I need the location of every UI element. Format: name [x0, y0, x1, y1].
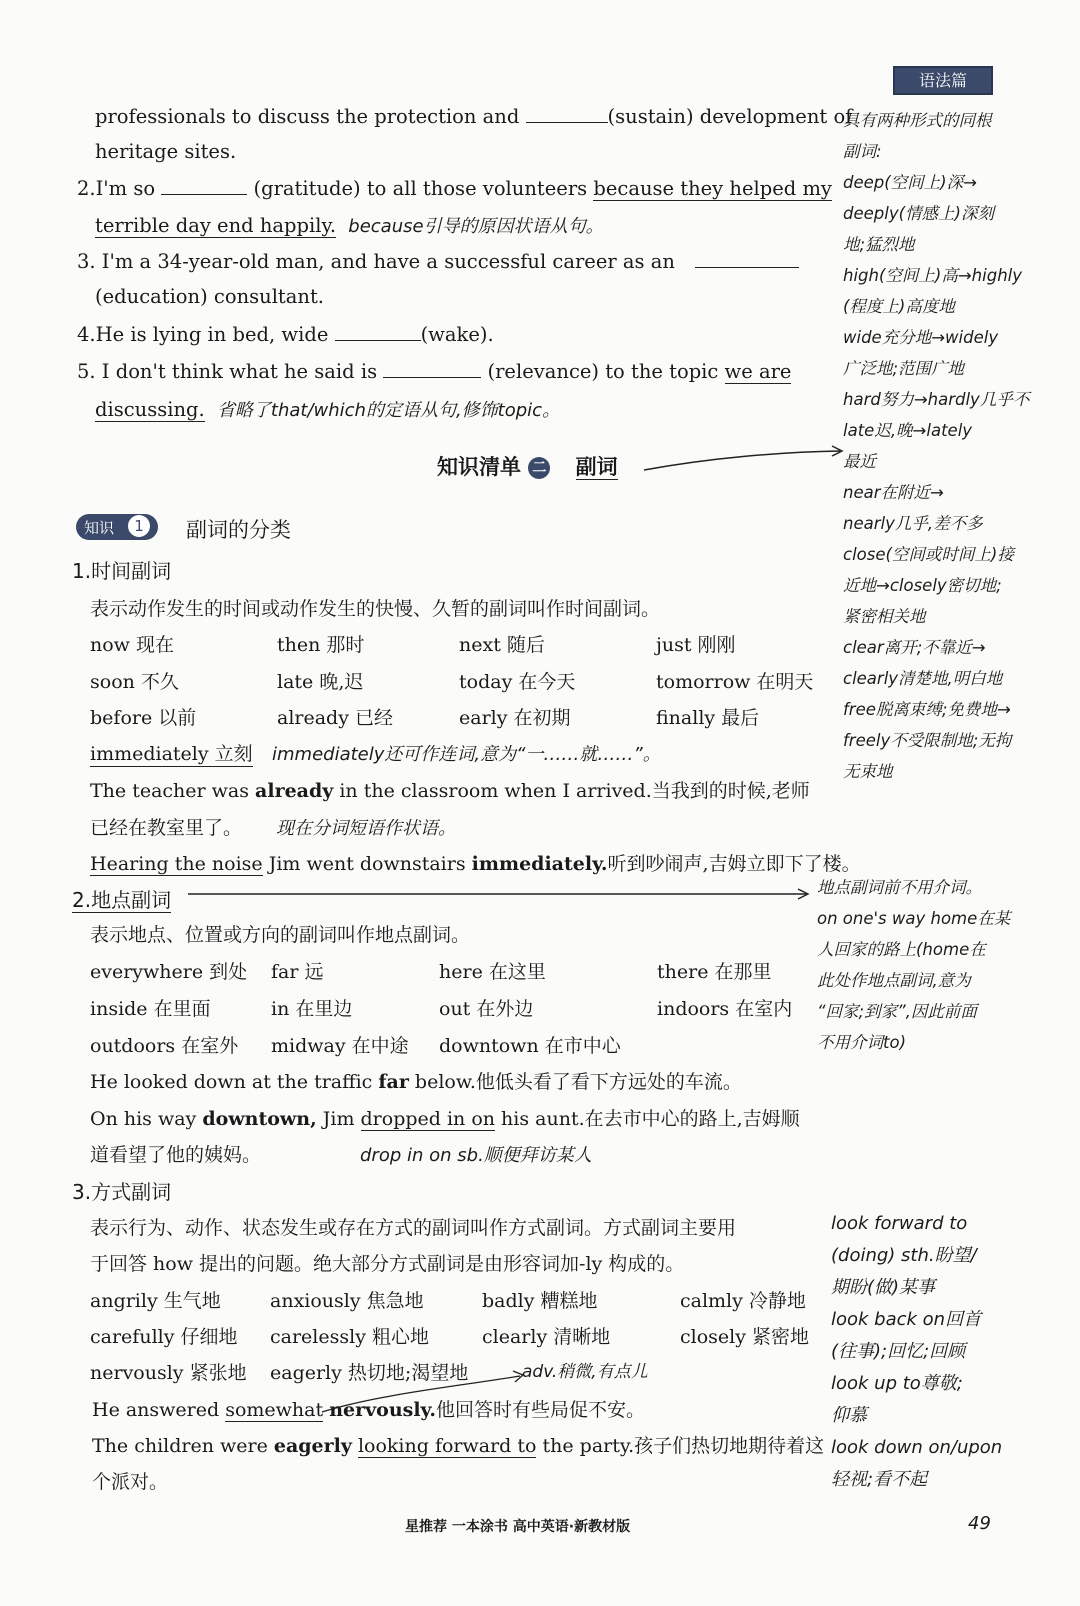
place-desc: 表示地点、位置或方向的副词叫作地点副词。 — [90, 924, 471, 946]
word-item: just 刚刚 — [656, 634, 736, 656]
handwritten-note: because引导的原因状语从句。 — [348, 216, 604, 237]
example-translation: 个派对。 — [92, 1471, 169, 1493]
answer-blank — [526, 104, 608, 123]
word-item: downtown 在市中心 — [439, 1035, 621, 1057]
exercise-2-cont: terrible day end happily. because引导的原因状语从句。 — [95, 214, 604, 237]
handwritten-note: immediately还可作连词,意为“一……就……”。 — [272, 744, 661, 765]
word-item: today 在今天 — [459, 671, 576, 693]
exercise-3-cont: (education) consultant. — [95, 285, 324, 308]
word-item: everywhere 到处 — [90, 961, 248, 983]
word-item: carelessly 粗心地 — [270, 1326, 429, 1348]
example-sentence: He answered somewhat nervously.他回答时有些局促不安。 — [92, 1399, 646, 1421]
word-item: there 在那里 — [657, 961, 772, 983]
side-note-synonyms: 具有两种形式的同根 副词: deep(空间上)深→ deeply(情感上)深刻 地;猛烈地 high(空间上)高→highly (程度上)高度地 wide充分地→widely 广泛地;范围广地 hard努力→hardly几乎不 late迟,晚→lately 最近 near在附近→ nearly几乎,差不多 close(空间或时间上)接 近地→closely密切地; 紧密相关地 clear离开;不靠近→ clearly清楚地,明白地 free脱离束缚;免费地→ freely不受限制地;无拘 无束地 — [843, 111, 1030, 781]
word-item: nervously 紧张地 — [90, 1362, 247, 1384]
word-item: angrily 生气地 — [90, 1290, 221, 1312]
word-item: outdoors 在室外 — [90, 1035, 239, 1057]
example-translation: 已经在教室里了。 — [90, 817, 243, 839]
handwritten-note: drop in on sb.顺便拜访某人 — [360, 1145, 592, 1166]
word-item: indoors 在室内 — [657, 998, 793, 1020]
word-item: now 现在 — [90, 634, 174, 656]
place-heading: 2.地点副词 — [72, 888, 172, 912]
word-item: finally 最后 — [656, 707, 760, 729]
word-item: soon 不久 — [90, 671, 179, 693]
manner-heading: 3.方式副词 — [72, 1180, 172, 1204]
word-item: badly 糟糕地 — [482, 1290, 598, 1312]
word-item: far 远 — [271, 961, 324, 983]
word-item: already 已经 — [277, 707, 393, 729]
answer-blank — [335, 322, 421, 341]
time-desc: 表示动作发生的时间或动作发生的快慢、久暂的副词叫作时间副词。 — [90, 598, 661, 620]
time-heading: 1.时间副词 — [72, 559, 172, 583]
example-translation: 道看望了他的姨妈。 — [90, 1144, 262, 1166]
exercise-5-cont: discussing. 省略了that/which的定语从句,修饰topic。 — [95, 398, 561, 421]
word-item: eagerly 热切地;渴望地 — [270, 1362, 469, 1384]
word-item: midway 在中途 — [271, 1035, 409, 1057]
word-item: in 在里边 — [271, 998, 353, 1020]
section-number: 二 — [528, 457, 550, 479]
word-item: carefully 仔细地 — [90, 1326, 238, 1348]
section-title: 知识清单 二 副词 — [437, 455, 618, 479]
word-item: early 在初期 — [459, 707, 571, 729]
word-item: anxiously 焦急地 — [270, 1290, 424, 1312]
word-item: immediately 立刻 — [90, 739, 253, 767]
example-sentence: The children were eagerly looking forward to the party.孩子们热切地期待着这 — [92, 1435, 825, 1457]
exercise-line-2: heritage sites. — [95, 140, 237, 163]
page-number: 49 — [968, 1513, 991, 1534]
knowledge-tag: 知识 1 — [76, 514, 158, 540]
word-item: tomorrow 在明天 — [656, 671, 814, 693]
exercise-3: 3. I'm a 34-year-old man, and have a successful career as an — [77, 249, 799, 273]
arrow-to-side-note — [186, 882, 821, 906]
word-item: before 以前 — [90, 707, 197, 729]
answer-blank — [695, 249, 799, 268]
example-sentence: On his way downtown, Jim dropped in on his aunt.在去市中心的路上,吉姆顺 — [90, 1108, 800, 1130]
word-item: clearly 清晰地 — [482, 1326, 611, 1348]
answer-blank — [383, 359, 481, 378]
exercise-line-1: professionals to discuss the protection and (sustain) development of — [95, 105, 853, 128]
word-item: closely 紧密地 — [680, 1326, 810, 1348]
example-sentence: He looked down at the traffic far below.他低头看了看下方远处的车流。 — [90, 1071, 742, 1093]
handwritten-note: 省略了that/which的定语从句,修饰topic。 — [216, 400, 561, 421]
exercise-2: 2.I'm so (gratitude) to all those volunteers because they helped my — [77, 177, 832, 200]
footer-text: 星推荐 一本涂书 高中英语·新教材版 — [405, 1519, 631, 1535]
word-item: late 晚,迟 — [277, 671, 364, 693]
example-sentence: The teacher was already in the classroom when I arrived.当我到的时候,老师 — [90, 780, 810, 802]
handwritten-note: adv.稍微,有点儿 — [522, 1362, 648, 1382]
manner-desc: 于回答 how 提出的问题。绝大部分方式副词是由形容词加-ly 构成的。 — [90, 1253, 685, 1275]
word-item: inside 在里面 — [90, 998, 211, 1020]
knowledge-title: 副词的分类 — [186, 518, 291, 542]
word-item: next 随后 — [459, 634, 545, 656]
word-item: calmly 冷静地 — [680, 1290, 806, 1312]
manner-desc: 表示行为、动作、状态发生或存在方式的副词叫作方式副词。方式副词主要用 — [90, 1217, 737, 1239]
word-item: then 那时 — [277, 634, 365, 656]
answer-blank — [161, 176, 247, 195]
handwritten-note: 现在分词短语作状语。 — [276, 818, 456, 839]
section-badge: 语法篇 — [893, 66, 993, 95]
arrow-to-side-note — [640, 440, 850, 480]
word-item: here 在这里 — [439, 961, 546, 983]
exercise-4: 4.He is lying in bed, wide (wake). — [77, 323, 494, 346]
word-item: out 在外边 — [439, 998, 534, 1020]
side-note-look: look forward to (doing) sth.盼望/ 期盼(做)某事 look back on回首 (往事);回忆;回顾 look up to尊敬; 仰慕 look down on/upon 轻视;看不起 — [831, 1213, 1003, 1490]
exercise-5: 5. I don't think what he said is (relevance) to the topic we are — [77, 360, 792, 383]
example-sentence: Hearing the noise Jim went downstairs immediately.听到吵闹声,吉姆立即下了楼。 — [90, 853, 861, 875]
side-note-place: 地点副词前不用介词。 on one's way home在某 人回家的路上(home在 此处作地点副词,意为 “回家;到家”,因此前面 不用介词to) — [817, 878, 1011, 1052]
